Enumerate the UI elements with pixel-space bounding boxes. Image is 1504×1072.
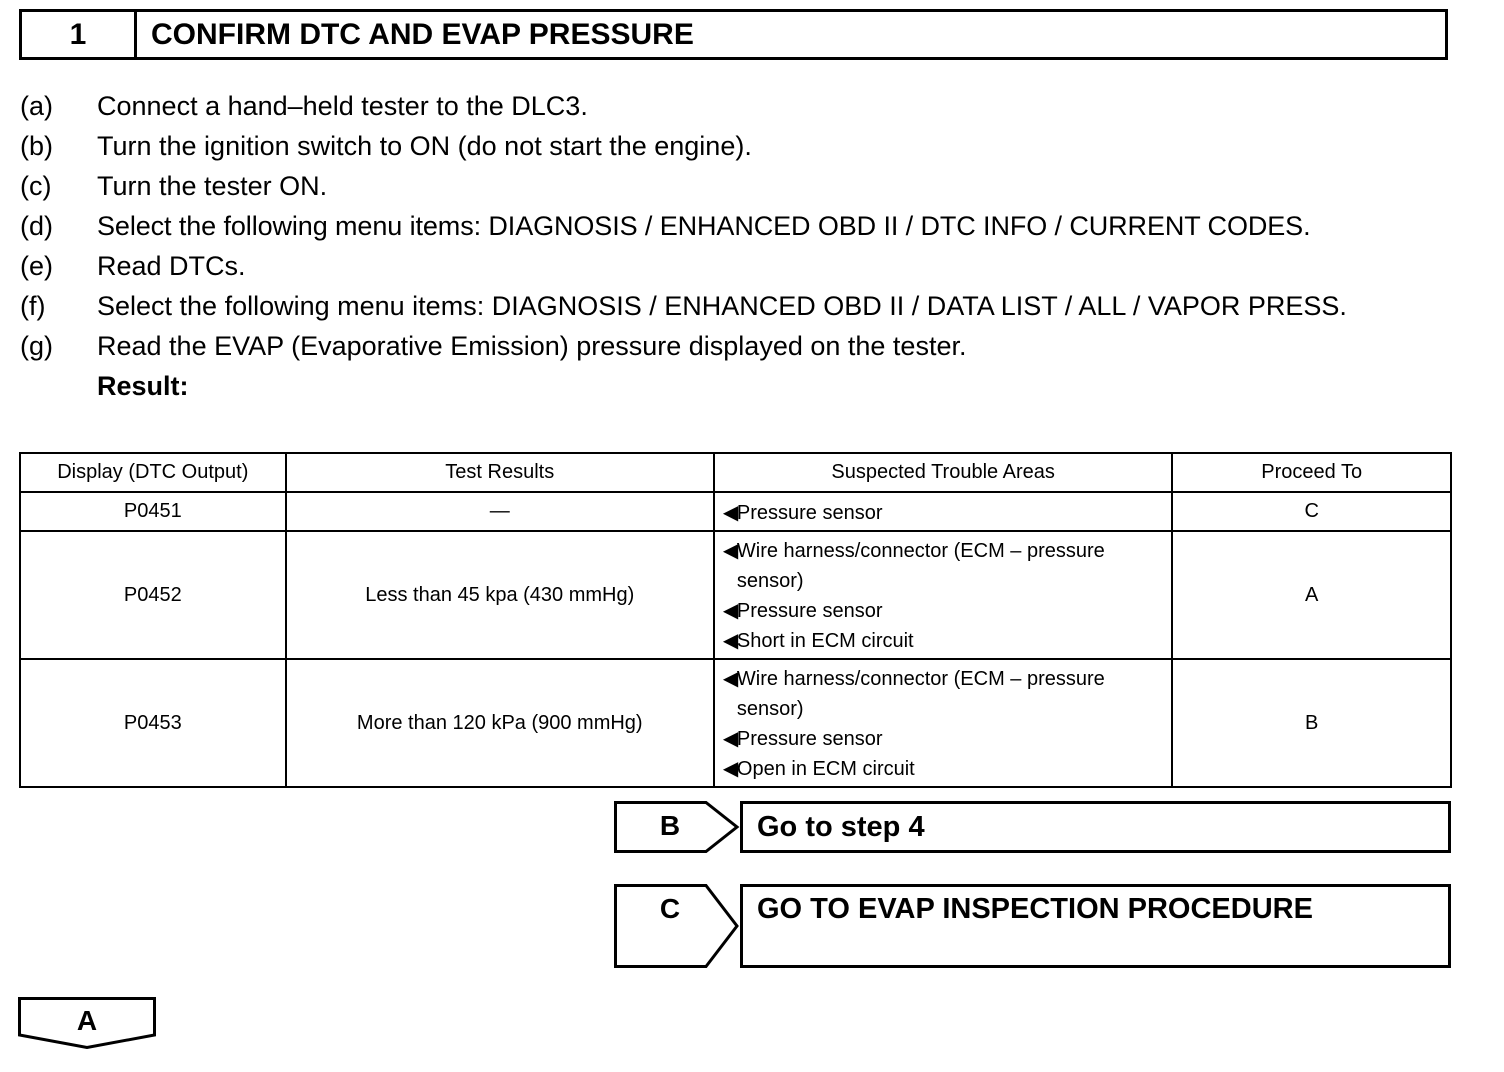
step-text: Connect a hand–held tester to the DLC3.	[97, 91, 588, 121]
step-label: (d)	[20, 211, 53, 241]
trouble-areas-cell	[714, 492, 1172, 531]
step-title: CONFIRM DTC AND EVAP PRESSURE	[151, 17, 694, 51]
step-item	[20, 166, 1452, 206]
dtc-cell: P0452	[20, 531, 286, 659]
column-header: Proceed To	[1172, 453, 1451, 492]
bullet-icon: ◀	[722, 668, 739, 690]
procedure-steps	[20, 86, 1452, 406]
branch-c-tab	[614, 884, 740, 968]
continue-a-tab	[18, 997, 156, 1049]
branch-label: B	[659, 810, 681, 841]
step-label: (c)	[20, 171, 52, 201]
step-item	[20, 326, 1452, 366]
column-header: Suspected Trouble Areas	[714, 453, 1172, 492]
step-number: 1	[22, 12, 137, 57]
table-header-row	[20, 453, 1451, 492]
dtc-cell: P0451	[20, 492, 286, 531]
branch-c-destination	[740, 884, 1451, 968]
result-label: Result:	[97, 371, 189, 401]
trouble-area-item	[723, 536, 1165, 566]
step-label: (b)	[20, 131, 53, 161]
step-label: (a)	[20, 91, 53, 121]
trouble-area-text: Short in ECM circuit	[736, 630, 914, 652]
step-item	[20, 206, 1452, 246]
results-table	[19, 452, 1452, 788]
destination-text: Go to step 4	[757, 811, 925, 843]
step-text: Select the following menu items: DIAGNOSIS / ENHANCED OBD II / DTC INFO / CURRENT CODES.	[97, 211, 1311, 241]
step-text: Read the EVAP (Evaporative Emission) pressure displayed on the tester.	[97, 331, 967, 361]
proceed-cell: B	[1172, 659, 1451, 787]
branch-label: C	[659, 893, 681, 924]
trouble-area-item	[723, 664, 1165, 694]
trouble-area-text: Pressure sensor	[736, 728, 883, 750]
branch-b-destination	[740, 801, 1451, 853]
step-text: Select the following menu items: DIAGNOSIS / ENHANCED OBD II / DATA LIST / ALL / VAPOR PRESS.	[97, 291, 1347, 321]
step-label: (e)	[20, 251, 53, 281]
table-row	[20, 492, 1451, 531]
step-text: Turn the tester ON.	[97, 171, 328, 201]
trouble-areas-cell	[714, 659, 1172, 787]
proceed-cell: A	[1172, 531, 1451, 659]
trouble-area-text: Pressure sensor	[736, 600, 883, 622]
trouble-area-text: Open in ECM circuit	[736, 758, 915, 780]
step-label: (f)	[20, 291, 46, 321]
trouble-area-continuation: sensor)	[736, 698, 804, 720]
bullet-icon: ◀	[722, 501, 739, 524]
step-text: Turn the ignition switch to ON (do not start the engine).	[97, 131, 752, 161]
step-header	[19, 9, 1448, 60]
step-label: (g)	[20, 331, 53, 361]
trouble-area-item	[723, 596, 1165, 626]
test-result-cell: —	[286, 492, 714, 531]
test-result-cell: More than 120 kPa (900 mmHg)	[286, 659, 714, 787]
trouble-area-text: Pressure sensor	[736, 501, 883, 524]
bullet-icon: ◀	[722, 630, 739, 652]
trouble-areas-cell	[714, 531, 1172, 659]
step-item	[20, 246, 1452, 286]
trouble-area-item	[723, 754, 1165, 784]
step-text: Read DTCs.	[97, 251, 246, 281]
bullet-icon: ◀	[722, 728, 739, 750]
step-item	[20, 126, 1452, 166]
proceed-cell: C	[1172, 492, 1451, 531]
destination-text: GO TO EVAP INSPECTION PROCEDURE	[757, 893, 1313, 925]
trouble-area-continuation: sensor)	[736, 570, 804, 592]
column-header: Display (DTC Output)	[20, 453, 286, 492]
trouble-area-item	[723, 498, 1165, 528]
table-row	[20, 531, 1451, 659]
bullet-icon: ◀	[722, 600, 739, 622]
step-item	[20, 286, 1452, 326]
dtc-cell: P0453	[20, 659, 286, 787]
bullet-icon: ◀	[722, 758, 739, 780]
trouble-area-text: Wire harness/connector (ECM – pressure	[736, 668, 1105, 690]
continue-label: A	[76, 1005, 98, 1036]
test-result-cell: Less than 45 kpa (430 mmHg)	[286, 531, 714, 659]
step-item	[20, 86, 1452, 126]
branch-b-tab	[614, 801, 740, 853]
trouble-area-text: Wire harness/connector (ECM – pressure	[736, 540, 1105, 562]
trouble-area-item	[723, 626, 1165, 656]
table-row	[20, 659, 1451, 787]
trouble-area-item	[723, 724, 1165, 754]
column-header: Test Results	[286, 453, 714, 492]
bullet-icon: ◀	[722, 540, 739, 562]
